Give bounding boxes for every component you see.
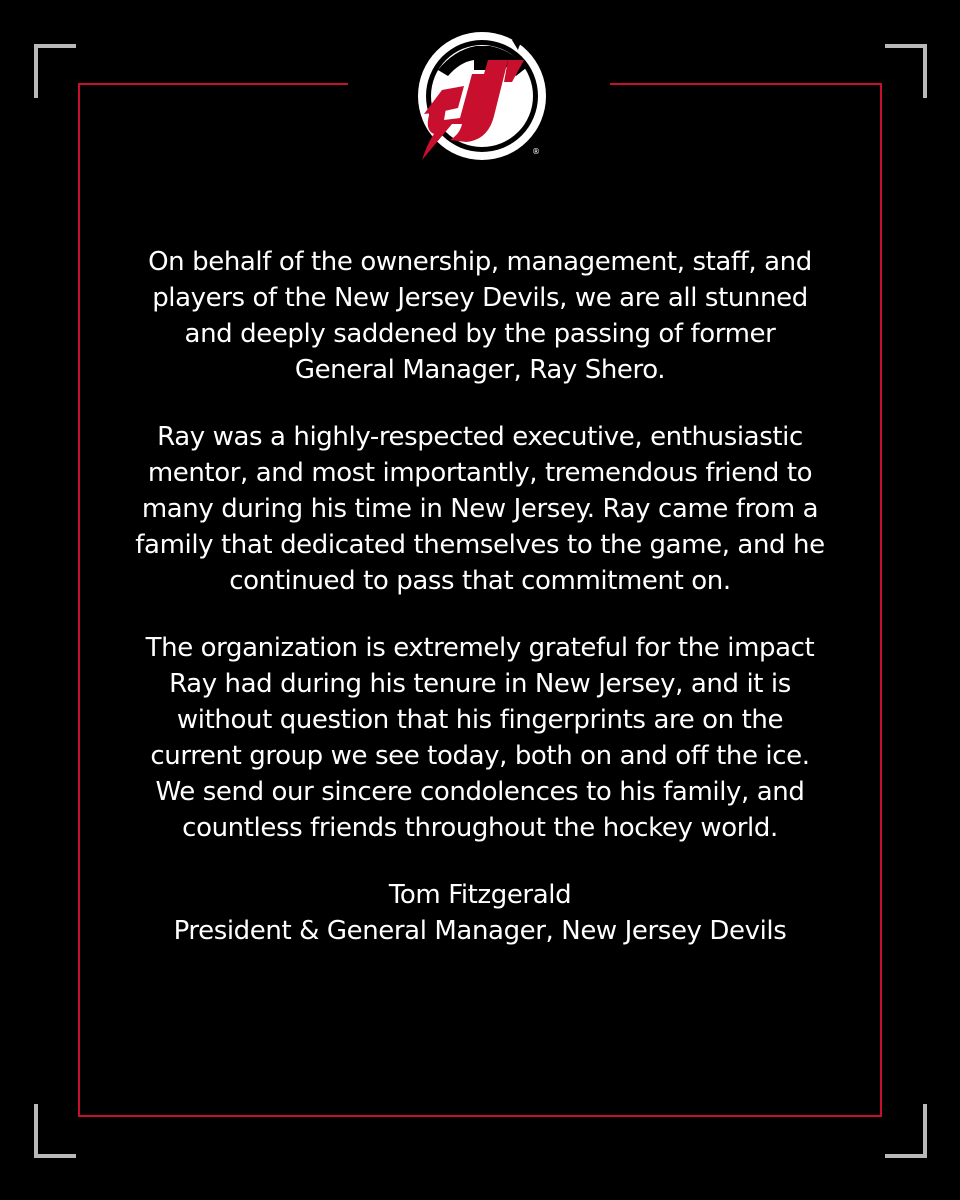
statement-body <box>100 244 860 949</box>
statement-line: family that dedicated themselves to the game, and he <box>135 530 825 560</box>
signature-name: Tom Fitzgerald <box>388 880 572 910</box>
statement-line: Ray was a highly-respected executive, enthusiastic <box>157 422 803 452</box>
signature-title: President & General Manager, New Jersey Devils <box>173 916 787 946</box>
statement-line: many during his time in New Jersey. Ray came from a <box>141 494 819 524</box>
svg-text:®: ® <box>532 147 540 156</box>
corner-bracket-bottom-right <box>885 1104 927 1158</box>
statement-paragraph-2 <box>100 419 860 599</box>
statement-line: countless friends throughout the hockey world. <box>182 813 778 843</box>
statement-line: General Manager, Ray Shero. <box>294 355 666 385</box>
statement-paragraph-3 <box>100 630 860 846</box>
statement-line: mentor, and most importantly, tremendous friend to <box>147 458 813 488</box>
statement-line: We send our sincere condolences to his family, and <box>155 777 805 807</box>
corner-bracket-top-right <box>885 44 927 98</box>
corner-bracket-bottom-left <box>34 1104 76 1158</box>
statement-line: On behalf of the ownership, management, staff, and <box>148 247 812 277</box>
statement-line: current group we see today, both on and off the ice. <box>150 741 810 771</box>
corner-bracket-top-left <box>34 44 76 98</box>
statement-line: and deeply saddened by the passing of former <box>184 319 776 349</box>
signature <box>100 877 860 949</box>
statement-paragraph-1 <box>100 244 860 388</box>
new-jersey-devils-logo-icon <box>404 30 556 176</box>
statement-line: players of the New Jersey Devils, we are all stunned <box>152 283 808 313</box>
statement-line: continued to pass that commitment on. <box>229 566 731 596</box>
statement-line: without question that his fingerprints are on the <box>176 705 784 735</box>
statement-line: Ray had during his tenure in New Jersey, and it is <box>169 669 791 699</box>
statement-line: The organization is extremely grateful for the impact <box>145 633 815 663</box>
